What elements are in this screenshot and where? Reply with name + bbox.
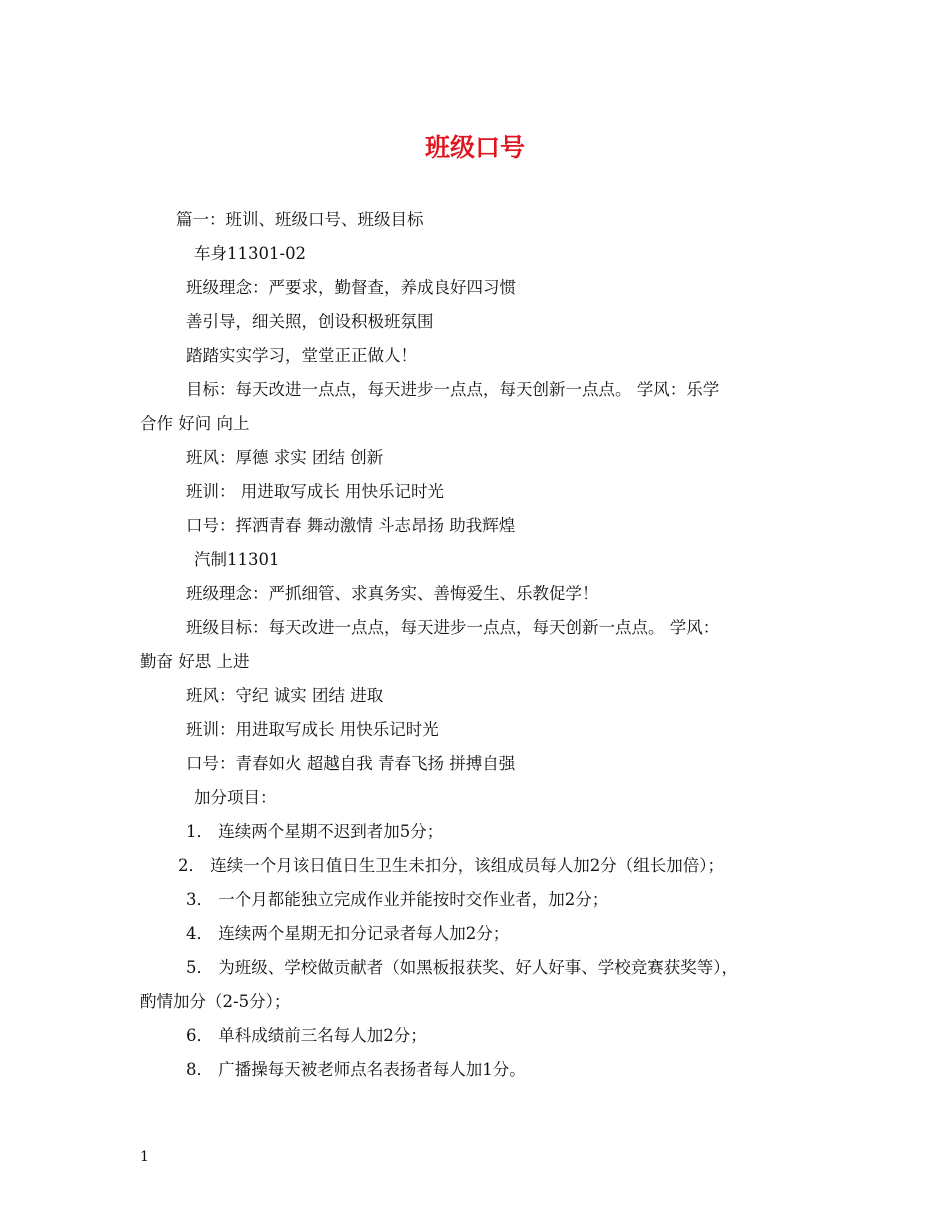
text-line: 班级目标：每天改进一点点，每天进步一点点，每天创新一点点。 学风：	[186, 618, 720, 637]
list-item: 4． 连续两个星期无扣分记录者每人加2分；	[186, 924, 510, 943]
text-line: 班级理念：严要求，勤督查，养成良好四习惯	[186, 278, 516, 297]
text-line: 班级理念：严抓细管、求真务实、善悔爱生、乐教促学！	[186, 584, 599, 603]
list-item: 3． 一个月都能独立完成作业并能按时交作业者，加2分；	[186, 890, 609, 909]
text-line: 班训：用进取写成长 用快乐记时光	[186, 720, 439, 739]
list-item: 2． 连续一个月该日值日生卫生未扣分，该组成员每人加2分（组长加倍）；	[178, 856, 724, 875]
text-line: 合作 好问 向上	[140, 414, 250, 433]
text-line: 班训： 用进取写成长 用快乐记时光	[186, 482, 444, 501]
text-line: 口号：挥洒青春 舞动激情 斗志昂扬 助我辉煌	[186, 516, 516, 535]
list-item: 8． 广播操每天被老师点名表扬者每人加1分。	[186, 1060, 526, 1079]
page-number: 1	[140, 1149, 149, 1165]
text-line: 善引导，细关照，创设积极班氛围	[186, 312, 434, 331]
list-item-continuation: 酌情加分（2-5分）；	[140, 992, 291, 1011]
list-item: 6． 单科成绩前三名每人加2分；	[186, 1026, 427, 1045]
document-body	[140, 203, 812, 1087]
text-line: 目标：每天改进一点点，每天进步一点点，每天创新一点点。 学风：乐学	[186, 380, 720, 399]
class-name-line: 汽制11301	[194, 550, 280, 569]
text-line: 踏踏实实学习，堂堂正正做人！	[186, 346, 417, 365]
class-name-line: 车身11301-02	[194, 244, 307, 263]
text-line: 班风：守纪 诚实 团结 进取	[186, 686, 384, 705]
text-line: 口号：青春如火 超越自我 青春飞扬 拼搏自强	[186, 754, 516, 773]
text-line: 班风：厚德 求实 团结 创新	[186, 448, 384, 467]
document-title: 班级口号	[424, 133, 525, 162]
list-item: 5． 为班级、学校做贡献者（如黑板报获奖、好人好事、学校竞赛获奖等），	[186, 958, 738, 977]
section-heading: 篇一：班训、班级口号、班级目标	[176, 210, 424, 229]
text-line: 勤奋 好思 上进	[140, 652, 250, 671]
bonus-heading: 加分项目：	[194, 788, 277, 807]
list-item: 1． 连续两个星期不迟到者加5分；	[186, 822, 444, 841]
